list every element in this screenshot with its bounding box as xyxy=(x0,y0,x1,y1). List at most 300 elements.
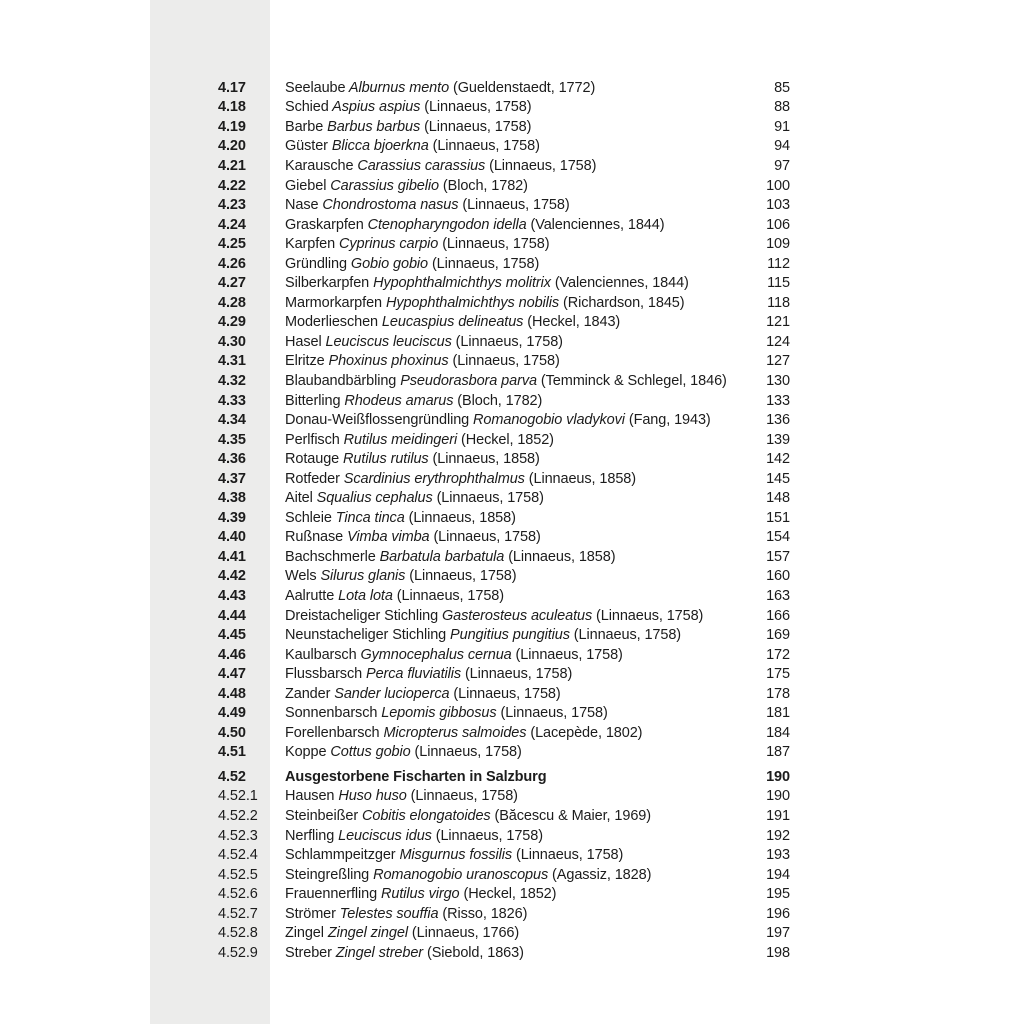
toc-entry-common-name: Karausche xyxy=(285,157,354,174)
toc-entry-title xyxy=(285,451,748,467)
toc-entry-common-name: Marmorkarpfen xyxy=(285,294,383,311)
toc-row xyxy=(218,845,790,865)
toc-entry-common-name: Steinbeißer xyxy=(285,808,359,824)
toc-entry-latin-name: Vimba vimba xyxy=(343,529,430,546)
toc-entry-number: 4.49 xyxy=(218,705,246,722)
toc-entry-common-name: Karpfen xyxy=(285,236,336,253)
toc-row xyxy=(218,904,790,924)
toc-entry-number: 4.29 xyxy=(218,314,246,331)
toc-row xyxy=(218,254,790,274)
toc-entry-page: 191 xyxy=(766,808,790,824)
toc-entry-number: 4.45 xyxy=(218,627,246,644)
toc-entry-title xyxy=(285,627,748,643)
toc-entry-page: 166 xyxy=(766,607,790,624)
toc-entry-latin-name: Rutilus virgo xyxy=(377,886,460,903)
toc-entry-authority: (Linnaeus, 1758) xyxy=(428,255,540,272)
toc-entry-number: 4.43 xyxy=(218,587,246,604)
toc-entry-page: 193 xyxy=(766,847,790,864)
toc-entry-page: 187 xyxy=(766,744,790,761)
toc-entry-common-name: Schlammpeitzger xyxy=(285,847,396,864)
toc-entry-number: 4.48 xyxy=(218,685,246,702)
toc-entry-number: 4.52.9 xyxy=(218,944,258,961)
toc-entry-page: 136 xyxy=(766,412,790,429)
toc-row xyxy=(218,606,790,626)
toc-entry-common-name: Kaulbarsch xyxy=(285,646,357,663)
toc-row xyxy=(218,215,790,235)
toc-entry-page: 190 xyxy=(766,768,790,785)
toc-row xyxy=(218,645,790,665)
toc-entry-page: 184 xyxy=(766,724,790,741)
toc-entry-authority: (Linnaeus, 1758) xyxy=(438,236,550,253)
toc-entry-authority: (Lacepède, 1802) xyxy=(526,724,643,741)
toc-entry-title xyxy=(285,828,748,844)
toc-entry-title xyxy=(285,217,748,233)
toc-entry-page: 124 xyxy=(766,333,790,350)
toc-entry-number: 4.52.6 xyxy=(218,886,258,903)
toc-entry-authority: (Linnaeus, 1758) xyxy=(406,788,518,805)
toc-entry-number: 4.52.8 xyxy=(218,925,258,942)
toc-entry-number: 4.22 xyxy=(218,177,246,194)
toc-entry-common-name: Ausgestorbene Fischarten in Salzburg xyxy=(285,768,547,785)
toc-entry-number: 4.21 xyxy=(218,157,246,174)
toc-row xyxy=(218,156,790,176)
toc-entry-number: 4.51 xyxy=(218,744,246,761)
toc-entry-title xyxy=(285,588,748,604)
toc-row xyxy=(218,137,790,157)
toc-entry-authority: (Linnaeus, 1758) xyxy=(405,568,517,585)
toc-entry-number: 4.34 xyxy=(218,412,246,429)
toc-entry-authority: (Linnaeus, 1758) xyxy=(511,646,623,663)
toc-entry-latin-name: Pungitius pungitius xyxy=(446,627,570,644)
toc-entry-common-name: Silberkarpfen xyxy=(285,275,370,292)
toc-entry-title xyxy=(285,471,748,487)
toc-entry-number: 4.18 xyxy=(218,99,246,116)
toc-entry-latin-name: Leuciscus idus xyxy=(334,827,432,844)
toc-entry-page: 91 xyxy=(774,118,790,135)
toc-entry-page: 142 xyxy=(766,451,790,468)
toc-entry-latin-name: Zingel streber xyxy=(331,944,424,961)
toc-row xyxy=(218,924,790,944)
toc-entry-common-name: Gründling xyxy=(285,255,347,272)
toc-entry-authority: (Temminck & Schlegel, 1846) xyxy=(536,372,727,389)
toc-entry-title xyxy=(285,314,748,330)
toc-entry-authority: (Linnaeus, 1758) xyxy=(428,138,540,155)
toc-entry-page: 151 xyxy=(766,509,790,526)
toc-entry-latin-name: Lepomis gibbosus xyxy=(377,705,497,722)
toc-entry-latin-name: Chondrostoma nasus xyxy=(318,197,459,214)
toc-row xyxy=(218,586,790,606)
toc-entry-number: 4.36 xyxy=(218,451,246,468)
toc-entry-page: 172 xyxy=(766,646,790,663)
toc-entry-authority: (Linnaeus, 1758) xyxy=(410,744,522,761)
toc-list xyxy=(218,78,790,963)
toc-row xyxy=(218,743,790,763)
toc-entry-title xyxy=(285,925,748,941)
toc-entry-title xyxy=(285,412,748,428)
toc-entry-common-name: Graskarpfen xyxy=(285,216,364,233)
toc-entry-page: 121 xyxy=(766,314,790,331)
toc-entry-authority: (Linnaeus, 1758) xyxy=(569,627,682,644)
toc-row xyxy=(218,117,790,137)
toc-entry-title xyxy=(285,99,748,115)
toc-row xyxy=(218,98,790,118)
toc-entry-common-name: Donau-Weißflossengründling xyxy=(285,412,470,429)
toc-entry-title xyxy=(285,510,748,526)
toc-row xyxy=(218,469,790,489)
toc-entry-latin-name: Gasterosteus aculeatus xyxy=(438,607,593,624)
toc-entry-authority: (Linnaeus, 1758) xyxy=(451,333,563,350)
toc-entry-title xyxy=(285,945,748,961)
toc-entry-page: 192 xyxy=(766,827,790,844)
toc-entry-common-name: Schleie xyxy=(285,509,332,526)
toc-entry-latin-name: Aspius aspius xyxy=(328,99,421,116)
toc-entry-title xyxy=(285,275,748,291)
toc-entry-number: 4.27 xyxy=(218,275,246,292)
toc-entry-number: 4.44 xyxy=(218,607,246,624)
toc-entry-authority: (Linnaeus, 1758) xyxy=(448,353,560,370)
toc-entry-common-name: Bitterling xyxy=(285,392,341,409)
toc-entry-number: 4.24 xyxy=(218,216,246,233)
toc-entry-authority: (Linnaeus, 1758) xyxy=(512,847,624,864)
toc-entry-common-name: Rußnase xyxy=(285,529,344,546)
toc-entry-authority: (Linnaeus, 1758) xyxy=(496,705,608,722)
toc-row xyxy=(218,528,790,548)
toc-entry-page: 190 xyxy=(766,788,790,805)
toc-entry-number: 4.20 xyxy=(218,138,246,155)
toc-entry-title xyxy=(285,788,748,804)
toc-entry-latin-name: Phoxinus phoxinus xyxy=(324,353,449,370)
toc-entry-page: 196 xyxy=(766,905,790,922)
toc-entry-authority: (Heckel, 1852) xyxy=(457,431,554,448)
toc-entry-number: 4.52.4 xyxy=(218,847,258,864)
toc-entry-latin-name: Rutilus rutilus xyxy=(339,451,429,468)
toc-row xyxy=(218,767,790,787)
toc-entry-title xyxy=(285,197,748,213)
toc-entry-title xyxy=(285,295,748,311)
toc-entry-page: 145 xyxy=(766,470,790,487)
toc-entry-common-name: Blaubandbärbling xyxy=(285,372,397,389)
toc-entry-authority: (Heckel, 1852) xyxy=(459,886,557,903)
toc-entry-number: 4.28 xyxy=(218,294,246,311)
toc-entry-common-name: Rotauge xyxy=(285,451,340,468)
toc-entry-authority: (Richardson, 1845) xyxy=(559,294,685,311)
toc-entry-title xyxy=(285,119,748,135)
toc-entry-latin-name: Cyprinus carpio xyxy=(335,236,439,253)
toc-entry-title xyxy=(285,373,748,389)
toc-entry-page: 94 xyxy=(774,138,790,155)
toc-entry-authority: (Linnaeus, 1758) xyxy=(461,666,573,683)
toc-entry-latin-name: Gobio gobio xyxy=(346,255,429,272)
toc-entry-title xyxy=(285,393,748,409)
toc-entry-common-name: Schied xyxy=(285,99,329,116)
toc-entry-number: 4.35 xyxy=(218,431,246,448)
toc-entry-latin-name: Tinca tinca xyxy=(331,509,405,526)
toc-row xyxy=(218,723,790,743)
toc-entry-common-name: Bachschmerle xyxy=(285,548,376,565)
toc-entry-common-name: Nerfling xyxy=(285,827,335,844)
toc-entry-page: 195 xyxy=(766,886,790,903)
toc-entry-title xyxy=(285,490,748,506)
toc-entry-number: 4.31 xyxy=(218,353,246,370)
toc-entry-common-name: Streber xyxy=(285,944,332,961)
toc-entry-number: 4.40 xyxy=(218,529,246,546)
toc-entry-latin-name: Zingel zingel xyxy=(323,925,408,942)
toc-entry-common-name: Seelaube xyxy=(285,79,346,96)
toc-entry-common-name: Zander xyxy=(285,685,331,702)
toc-entry-latin-name: Carassius carassius xyxy=(353,157,486,174)
toc-entry-authority: (Linnaeus, 1758) xyxy=(432,490,544,507)
toc-entry-authority: (Linnaeus, 1758) xyxy=(429,529,541,546)
toc-entry-page: 178 xyxy=(766,685,790,702)
toc-row xyxy=(218,234,790,254)
toc-entry-title xyxy=(285,808,748,824)
toc-entry-title xyxy=(285,608,748,624)
toc-entry-latin-name: Sander lucioperca xyxy=(330,685,450,702)
toc-entry-number: 4.26 xyxy=(218,255,246,272)
toc-entry-page: 85 xyxy=(774,79,790,96)
toc-row xyxy=(218,371,790,391)
toc-entry-page: 175 xyxy=(766,666,790,683)
toc-entry-authority: (Linnaeus, 1758) xyxy=(458,197,570,214)
toc-entry-common-name: Elritze xyxy=(285,353,325,370)
toc-entry-number: 4.37 xyxy=(218,470,246,487)
toc-entry-authority: (Linnaeus, 1758) xyxy=(431,827,543,844)
toc-entry-authority: (Linnaeus, 1758) xyxy=(392,587,505,604)
toc-entry-latin-name: Barbatula barbatula xyxy=(375,548,505,565)
toc-entry-latin-name: Rhodeus amarus xyxy=(340,392,454,409)
toc-entry-latin-name: Rutilus meidingeri xyxy=(339,431,458,448)
toc-entry-number: 4.19 xyxy=(218,118,246,135)
toc-entry-title xyxy=(285,158,748,174)
toc-entry-latin-name: Carassius gibelio xyxy=(326,177,439,194)
toc-row xyxy=(218,195,790,215)
toc-entry-common-name: Strömer xyxy=(285,905,336,922)
toc-entry-authority: (Linnaeus, 1758) xyxy=(592,607,704,624)
toc-entry-number: 4.25 xyxy=(218,236,246,253)
toc-row xyxy=(218,567,790,587)
toc-entry-number: 4.39 xyxy=(218,509,246,526)
toc-entry-title xyxy=(285,666,748,682)
toc-entry-page: 148 xyxy=(766,490,790,507)
toc-entry-page: 118 xyxy=(767,294,790,311)
toc-entry-number: 4.33 xyxy=(218,392,246,409)
toc-row xyxy=(218,943,790,963)
toc-entry-page: 103 xyxy=(766,197,790,214)
toc-entry-page: 181 xyxy=(766,705,790,722)
toc-entry-authority: (Linnaeus, 1858) xyxy=(524,470,636,487)
toc-entry-common-name: Sonnenbarsch xyxy=(285,705,378,722)
toc-entry-latin-name: Hypophthalmichthys nobilis xyxy=(382,294,560,311)
toc-entry-latin-name: Misgurnus fossilis xyxy=(395,847,513,864)
toc-entry-latin-name: Pseudorasbora parva xyxy=(396,372,537,389)
toc-entry-page: 88 xyxy=(774,99,790,116)
toc-entry-title xyxy=(285,867,748,883)
toc-entry-common-name: Nase xyxy=(285,197,319,214)
toc-entry-title xyxy=(285,334,748,350)
toc-row xyxy=(218,508,790,528)
toc-entry-latin-name: Scardinius erythrophthalmus xyxy=(339,470,525,487)
toc-entry-authority: (Agassiz, 1828) xyxy=(548,866,652,883)
toc-entry-title xyxy=(285,178,748,194)
toc-entry-common-name: Perlfisch xyxy=(285,431,340,448)
toc-entry-title xyxy=(285,744,748,760)
toc-entry-latin-name: Blicca bjoerkna xyxy=(327,138,429,155)
toc-row xyxy=(218,449,790,469)
toc-entry-page: 112 xyxy=(767,255,790,272)
toc-entry-latin-name: Squalius cephalus xyxy=(312,490,433,507)
toc-entry-title xyxy=(285,686,748,702)
toc-entry-page: 100 xyxy=(766,177,790,194)
toc-row xyxy=(218,313,790,333)
toc-entry-number: 4.38 xyxy=(218,490,246,507)
toc-entry-common-name: Wels xyxy=(285,568,317,585)
toc-entry-title xyxy=(285,529,748,545)
toc-entry-page: 127 xyxy=(766,353,790,370)
toc-entry-latin-name: Hypophthalmichthys molitrix xyxy=(369,275,551,292)
toc-row xyxy=(218,293,790,313)
toc-entry-title xyxy=(285,906,748,922)
toc-row xyxy=(218,78,790,98)
toc-entry-authority: (Linnaeus, 1766) xyxy=(407,925,520,942)
toc-entry-latin-name: Perca fluviatilis xyxy=(362,666,462,683)
toc-row xyxy=(218,865,790,885)
toc-entry-title xyxy=(285,236,748,252)
toc-row xyxy=(218,488,790,508)
toc-entry-page: 198 xyxy=(766,944,790,961)
toc-entry-number: 4.52 xyxy=(218,768,246,785)
toc-entry-title xyxy=(285,256,748,272)
toc-row xyxy=(218,684,790,704)
toc-entry-latin-name: Cottus gobio xyxy=(326,744,411,761)
toc-entry-page: 163 xyxy=(766,587,790,604)
toc-entry-authority: (Linnaeus, 1758) xyxy=(449,685,561,702)
toc-entry-number: 4.52.1 xyxy=(218,788,258,805)
toc-entry-title xyxy=(285,886,748,902)
toc-row xyxy=(218,273,790,293)
toc-entry-common-name: Hausen xyxy=(285,788,335,805)
toc-row xyxy=(218,332,790,352)
toc-entry-authority: (Linnaeus, 1858) xyxy=(404,509,516,526)
toc-entry-common-name: Neunstacheliger Stichling xyxy=(285,627,447,644)
toc-entry-common-name: Moderlieschen xyxy=(285,314,378,331)
toc-entry-page: 194 xyxy=(766,866,790,883)
toc-row xyxy=(218,352,790,372)
toc-entry-title xyxy=(285,549,748,565)
toc-entry-common-name: Steingreßling xyxy=(285,866,370,883)
toc-entry-authority: (Valenciennes, 1844) xyxy=(550,275,689,292)
toc-entry-page: 157 xyxy=(766,548,790,565)
toc-entry-latin-name: Micropterus salmoides xyxy=(379,724,527,741)
toc-entry-common-name: Hasel xyxy=(285,333,322,350)
toc-entry-common-name: Güster xyxy=(285,138,328,155)
toc-entry-authority: (Linnaeus, 1858) xyxy=(428,451,540,468)
toc-entry-page: 160 xyxy=(766,568,790,585)
toc-entry-title xyxy=(285,432,748,448)
toc-entry-authority: (Gueldenstaedt, 1772) xyxy=(449,79,596,96)
toc-entry-number: 4.30 xyxy=(218,333,246,350)
toc-row xyxy=(218,410,790,430)
toc-entry-authority: (Linnaeus, 1858) xyxy=(504,548,616,565)
toc-entry-number: 4.52.5 xyxy=(218,866,258,883)
toc-entry-title xyxy=(285,138,748,154)
toc-entry-page: 106 xyxy=(766,216,790,233)
toc-entry-number: 4.32 xyxy=(218,372,246,389)
toc-entry-latin-name: Silurus glanis xyxy=(316,568,406,585)
toc-entry-authority: (Risso, 1826) xyxy=(438,905,528,922)
toc-entry-common-name: Koppe xyxy=(285,744,327,761)
toc-entry-latin-name: Gymnocephalus cernua xyxy=(356,646,512,663)
toc-entry-number: 4.46 xyxy=(218,646,246,663)
toc-entry-authority: (Băcescu & Maier, 1969) xyxy=(490,808,651,824)
toc-entry-number: 4.47 xyxy=(218,666,246,683)
toc-entry-authority: (Heckel, 1843) xyxy=(523,314,621,331)
toc-entry-title xyxy=(285,769,748,785)
toc-row xyxy=(218,547,790,567)
toc-entry-number: 4.23 xyxy=(218,197,246,214)
toc-entry-page: 139 xyxy=(766,431,790,448)
toc-entry-page: 154 xyxy=(766,529,790,546)
toc-entry-authority: (Siebold, 1863) xyxy=(423,944,524,961)
toc-entry-number: 4.52.2 xyxy=(218,808,258,824)
toc-entry-latin-name: Cobitis elongatoides xyxy=(358,808,491,824)
toc-entry-number: 4.52.7 xyxy=(218,905,258,922)
toc-entry-latin-name: Telestes souffia xyxy=(335,905,439,922)
toc-entry-authority: (Bloch, 1782) xyxy=(438,177,528,194)
toc-entry-page: 115 xyxy=(767,275,790,292)
toc-entry-common-name: Dreistacheliger Stichling xyxy=(285,607,439,624)
toc-entry-number: 4.42 xyxy=(218,568,246,585)
toc-entry-authority: (Valenciennes, 1844) xyxy=(526,216,665,233)
toc-entry-number: 4.17 xyxy=(218,79,246,96)
toc-entry-number: 4.52.3 xyxy=(218,827,258,844)
toc-entry-page: 197 xyxy=(766,925,790,942)
toc-entry-latin-name: Leucaspius delineatus xyxy=(378,314,524,331)
toc-entry-latin-name: Leuciscus leuciscus xyxy=(321,333,452,350)
toc-entry-page: 130 xyxy=(766,372,790,389)
toc-row xyxy=(218,625,790,645)
toc-entry-title xyxy=(285,568,748,584)
toc-entry-page: 133 xyxy=(766,392,790,409)
toc-entry-common-name: Barbe xyxy=(285,118,324,135)
toc-row xyxy=(218,806,790,826)
toc-row xyxy=(218,664,790,684)
toc-entry-latin-name: Ctenopharyngodon idella xyxy=(363,216,527,233)
toc-row xyxy=(218,884,790,904)
toc-row xyxy=(218,826,790,846)
toc-entry-authority: (Bloch, 1782) xyxy=(453,392,543,409)
toc-entry-authority: (Linnaeus, 1758) xyxy=(420,118,532,135)
toc-entry-page: 169 xyxy=(766,627,790,644)
toc-entry-title xyxy=(285,725,748,741)
toc-row xyxy=(218,391,790,411)
toc-entry-title xyxy=(285,353,748,369)
toc-entry-latin-name: Barbus barbus xyxy=(323,118,421,135)
toc-row xyxy=(218,430,790,450)
toc-entry-latin-name: Romanogobio vladykovi xyxy=(469,412,625,429)
toc-entry-page: 97 xyxy=(774,157,790,174)
toc-entry-authority: (Fang, 1943) xyxy=(624,412,711,429)
toc-entry-common-name: Giebel xyxy=(285,177,327,194)
toc-entry-common-name: Zingel xyxy=(285,925,324,942)
toc-entry-common-name: Aitel xyxy=(285,490,313,507)
toc-row xyxy=(218,176,790,196)
toc-entry-common-name: Forellenbarsch xyxy=(285,724,380,741)
toc-row xyxy=(218,704,790,724)
toc-row xyxy=(218,787,790,807)
toc-entry-common-name: Rotfeder xyxy=(285,470,340,487)
toc-entry-number: 4.41 xyxy=(218,548,246,565)
toc-entry-authority: (Linnaeus, 1758) xyxy=(420,99,532,116)
